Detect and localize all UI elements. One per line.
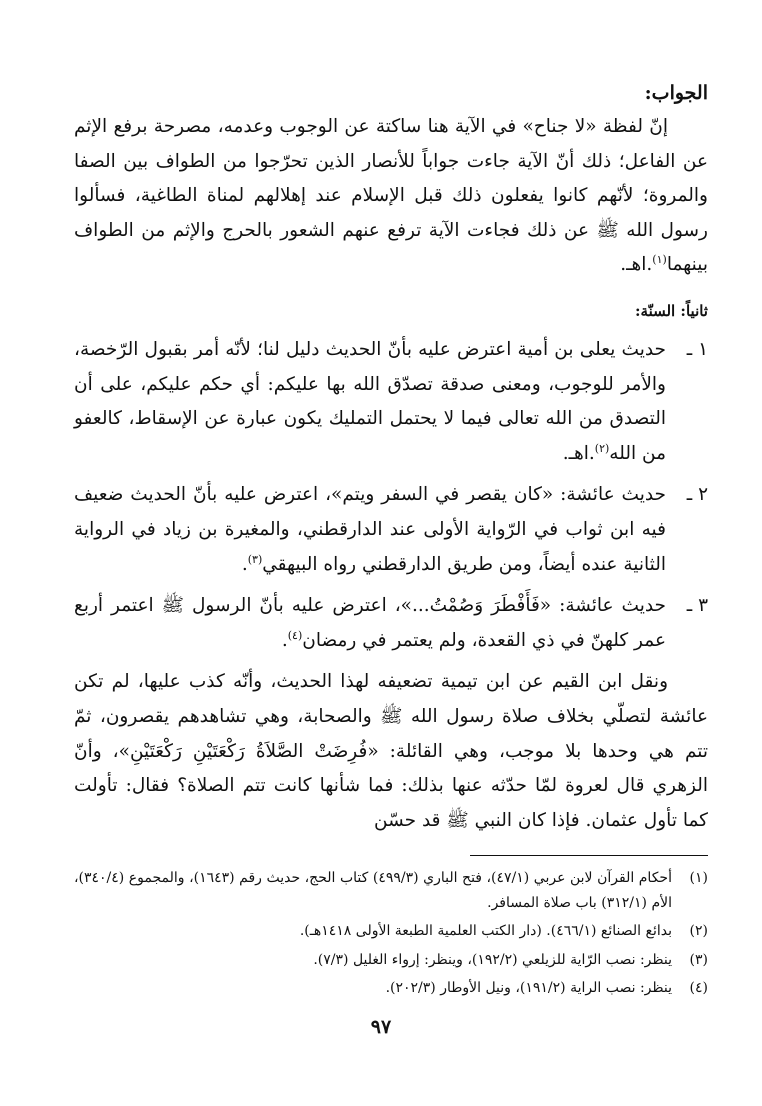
footnote-number: (١) <box>689 870 708 886</box>
footnotes <box>74 866 708 1005</box>
answer-paragraph <box>74 110 708 283</box>
list-item-number: ١ ـ <box>686 338 708 360</box>
footnote-divider <box>470 855 708 856</box>
list-item-text <box>74 333 666 471</box>
footnote-ref-4[interactable]: (٤) <box>287 628 303 642</box>
list-item-number: ٣ ـ <box>686 595 708 617</box>
list-item-body: حديث عائشة: «كان يقصر في السفر ويتم»، اعترض عليه بأنّ الحديث ضعيف فيه ابن ثواب في الرّواية الأولى عند الدارقطني، والمغيرة بن زياد في الرواية الثانية عنده أيضاً، ومن طريق الدارقطني رواه البيهقي <box>74 484 666 575</box>
footnote-number: (٢) <box>689 923 708 939</box>
closing-paragraph: ونقل ابن القيم عن ابن تيمية تضعيفه لهذا الحديث، وأنّه كذب عليها، لم تكن عائشة لتصلّي بخلاف صلاة رسول الله ﷺ والصحابة، وهي تشاهدهم يقصرون، ثمّ تتم هي وحدها بلا موجب، وهي القائلة: «فُرِضَتْ الصَّلاَةُ رَكْعَتَيْنِ رَكْعَتَيْنِ»، وأنّ الزهري قال لعروة لمّا حدّثه عنها بذلك: فما شأنها كانت تتم الصلاة؟ فقال: تأولت كما تأول عثمان. فإذا كان النبي ﷺ قد حسّن <box>74 671 708 831</box>
footnote-number: (٤) <box>689 980 708 996</box>
answer-text: إنّ لفظة «لا جناح» في الآية هنا ساكتة عن الوجوب وعدمه، مصرحة برفع الإثم عن الفاعل؛ ذلك أنّ الآية جاءت جواباً للأنصار الذين تحرّجوا من الطواف بين الصفا والمروة؛ لأنّهم كانوا يفعلون ذلك قبل الإسلام عند إهلالهم لمناة الطاغية، فسألوا رسول الله ﷺ عن ذلك فجاءت الآية ترفع عنهم الشعور بالحرج والإثم من الطواف بينهما <box>74 116 708 276</box>
footnote-text: أحكام القرآن لابن عربي (٤٧/١)، فتح الباري (٤٩٩/٣) كتاب الحج، حديث رقم (١٦٤٣)، والمجموع (٣٤٠/٤)، الأم (٣١٢/١) باب صلاة المسافر. <box>74 870 672 911</box>
list-item-text <box>74 478 666 582</box>
list-item-body: حديث عائشة: «فَأَفْطَرَ وَصُمْتُ...»، اعترض عليه بأنّ الرسول ﷺ اعتمر أربع عمر كلهنّ في ذي القعدة، ولم يعتمر في رمضان <box>74 595 666 651</box>
list-item-body: حديث يعلى بن أمية اعترض عليه بأنّ الحديث دليل لنا؛ لأنّه أمر بقبول الرّخصة، والأمر للوجوب، ومعنى صدقة تصدّق الله بها عليكم: أي حكم عليكم، على أن التصدق من الله تعالى فيما لا يحتمل التمليك يكون عبارة عن الإسقاط، كالعفو من الله <box>74 338 666 464</box>
footnote-text: ينظر: نصب الراية (١٩١/٢)، ونيل الأوطار (٢٠٢/٣). <box>385 980 672 996</box>
list-item-number: ٢ ـ <box>686 484 708 506</box>
page-number: ٩٧ <box>370 1016 392 1038</box>
footnote-item <box>74 976 708 1001</box>
list-item-end: .اهـ. <box>562 442 595 464</box>
footnote-ref-1[interactable]: (١) <box>652 253 667 267</box>
answer-text-end: .اهـ. <box>620 254 653 276</box>
list-item <box>74 333 708 471</box>
list-item <box>74 478 708 582</box>
footnote-text: ينظر: نصب الرّاية للزيلعي (١٩٢/٢)، وينظر: إرواء الغليل (٧/٣). <box>313 951 672 968</box>
footnote-ref-3[interactable]: (٣) <box>247 552 263 566</box>
list-item-end: . <box>241 553 248 575</box>
sunnah-heading: ثانياً: السنّة: <box>634 301 708 320</box>
footnote-item <box>74 948 708 973</box>
footnote-ref-2[interactable]: (٢) <box>594 441 610 455</box>
list-item-text <box>74 589 666 658</box>
answer-heading: الجواب: <box>644 82 708 104</box>
footnote-item <box>74 919 708 944</box>
footnote-number: (٣) <box>689 951 708 968</box>
main-text-block <box>74 78 708 838</box>
list-item-end: . <box>281 629 288 651</box>
footnote-text: بدائع الصنائع (٤٦٦/١). (دار الكتب العلمية الطبعة الأولى ١٤١٨هـ). <box>299 923 672 939</box>
list-item <box>74 589 708 658</box>
footnote-item <box>74 866 708 915</box>
